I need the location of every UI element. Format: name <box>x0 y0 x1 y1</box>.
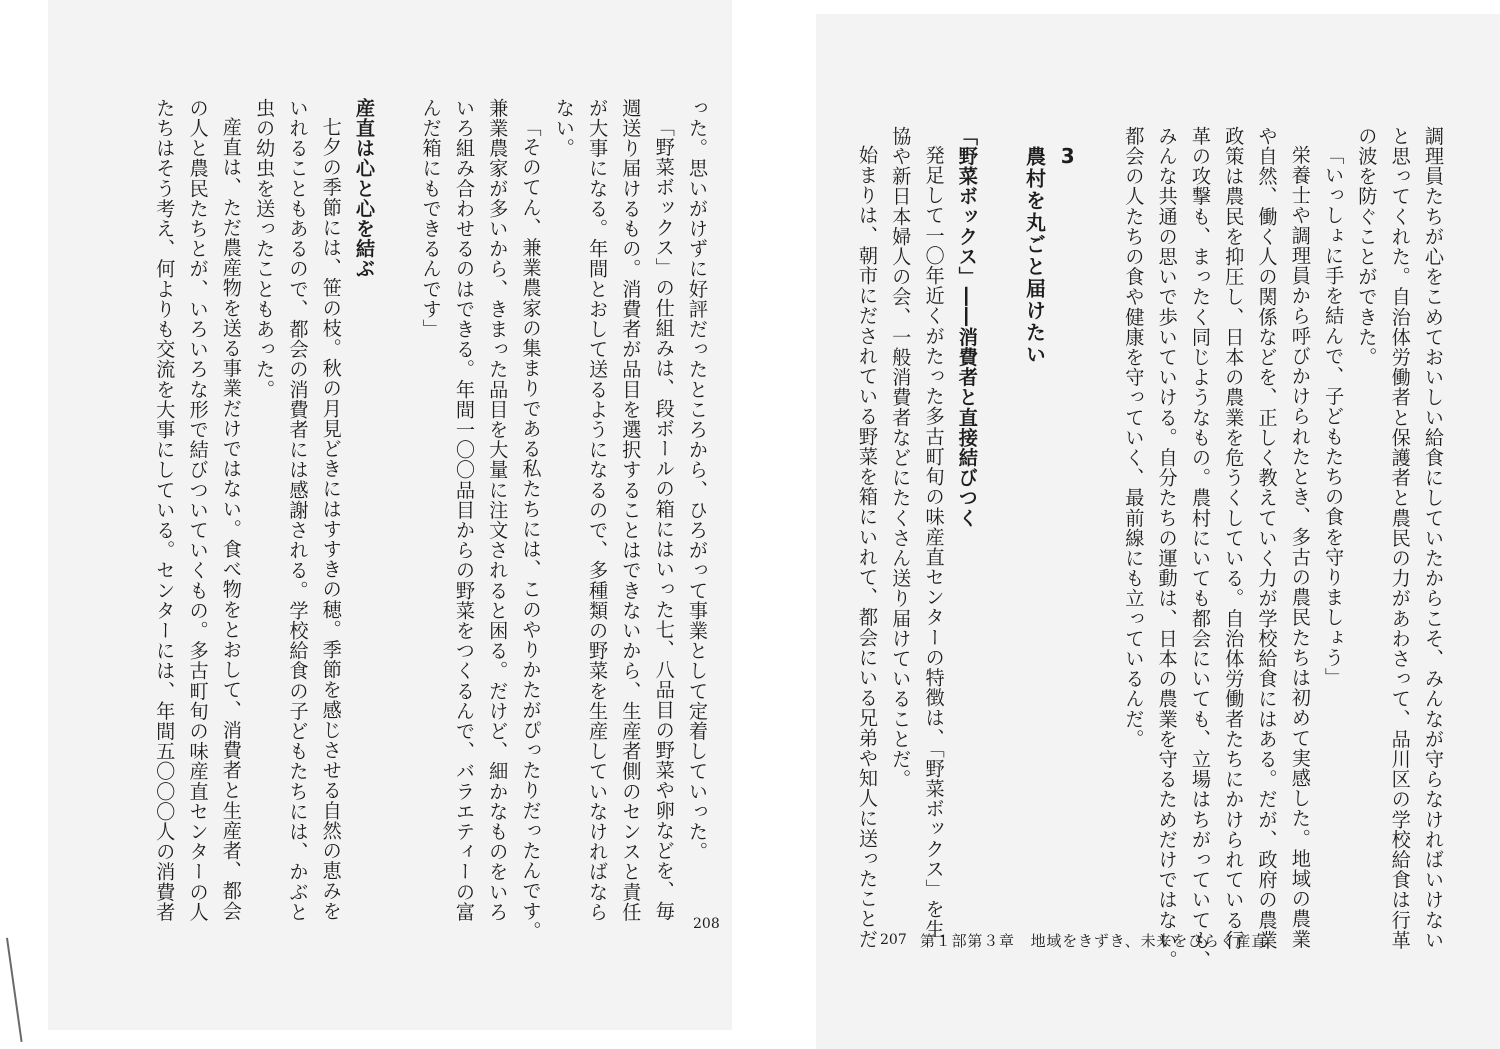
text-line: たちはそう考え、何よりも交流を大事にしている。センターには、年間五〇〇〇人の消費者 <box>153 98 177 923</box>
text-line: いろ組み合わせるのはできる。年間一〇〇品目からの野菜をつくるんで、バラエティーの富 <box>452 98 476 923</box>
text-line: った。思いがけずに好評だったところから、ひろがって事業として定着していった。 <box>686 98 709 862</box>
text-line: や自然、働く人の関係などを、正しく教えていく力が学校給食にはある。だが、政府の農業 <box>1255 126 1279 951</box>
page-number: 207 <box>880 932 907 948</box>
text-line: 革の攻撃も、まったく同じようなもの。農村にいても都会にいても、立場はちがっていても、 <box>1188 126 1212 971</box>
text-line: ない。 <box>552 98 576 159</box>
text-line: 「いっしょに手を結んで、子どもたちの食を守りましょう」 <box>1322 145 1346 688</box>
text-line: んだ箱にもできるんです」 <box>419 98 443 340</box>
left-page <box>48 0 732 1030</box>
text-line: 週送り届けるもの。消費者が品目を選択することはできないから、生産者側のセンスと責任 <box>619 98 643 923</box>
right-page <box>816 14 1500 1049</box>
text-line: の波を防ぐことができた。 <box>1355 126 1379 368</box>
text-line: 兼業農家が多いから、きまった品目を大量に注文されると困る。だけど、細かなものをいろ <box>486 98 510 923</box>
text-line: 都会の人たちの食や健康を守っていく、最前線にも立っているんだ。 <box>1122 126 1146 750</box>
text-line: 「そのてん、兼業農家の集まりである私たちには、このやりかたがぴったりだったんです。 <box>519 117 543 942</box>
text-line: 始まりは、朝市にだされている野菜を箱にいれて、都会にいる兄弟や知人に送ったことだ <box>855 145 879 950</box>
blank-line <box>1084 126 1117 934</box>
subsection-heading: 「野菜ボックス」――消費者と直接結びつく <box>955 126 979 528</box>
text-line: 栄養士や調理員から呼びかけられたとき、多古の農民たちは初めて実感した。地域の農業 <box>1288 145 1312 950</box>
text-line: 発足して一〇年近くがたった多古町旬の味産直センターの特徴は、「野菜ボックス」を生 <box>922 145 946 940</box>
text-line: 協や新日本婦人の会、一般消費者などにたくさん送り届けていることだ。 <box>889 126 913 790</box>
text-line: 七夕の季節には、笹の枝。秋の月見どきにはすすきの穂。季節を感じさせる自然の恵みを <box>319 117 343 922</box>
blank-line <box>381 98 414 908</box>
text-line: 「野菜ボックス」の仕組みは、段ボールの箱にはいった七、八品目の野菜や卵などを、毎 <box>652 117 676 922</box>
subsection-heading: 産直は心と心を結ぶ <box>353 98 377 279</box>
text-line: と思ってくれた。自治体労働者と保護者と農民の力があわさって、品川区の学校給食は行革 <box>1388 126 1412 951</box>
text-line: の人と農民たちとが、いろいろな形で結びついていくもの。多古町旬の味産直センターの人 <box>186 98 210 923</box>
section-number: 3 <box>1060 146 1075 166</box>
text-line: が大事になる。年間とおして送るようになるので、多種類の野菜を生産していなければなら <box>586 98 610 923</box>
text-line: 虫の幼虫を送ったこともあった。 <box>253 98 277 400</box>
text-line: 政策は農民を抑圧し、日本の農業を危うくしている。自治体労働者たちにかけられている行 <box>1222 126 1246 951</box>
text-line: 産直は、ただ農産物を送る事業だけではない。食べ物をとおして、消費者と生産者、都会 <box>219 117 243 922</box>
scan-edge-line <box>6 938 23 1042</box>
page-number: 208 <box>693 916 720 932</box>
blank-line <box>984 126 1017 934</box>
section-title: 農村を丸ごと届けたい <box>1022 146 1047 366</box>
text-line: 調理員たちが心をこめておいしい給食にしていたからこそ、みんなが守らなければいけない <box>1422 126 1445 951</box>
text-line: みんな共通の思いで歩いていける。自分たちの運動は、日本の農業を守るためだけではない。 <box>1155 126 1179 971</box>
text-line: いれることもあるので、都会の消費者には感謝される。学校給食の子どもたちには、かぶと <box>286 98 310 923</box>
running-head: 第１部第３章 地域をきずき、未来をひらく産直 <box>920 932 1268 950</box>
